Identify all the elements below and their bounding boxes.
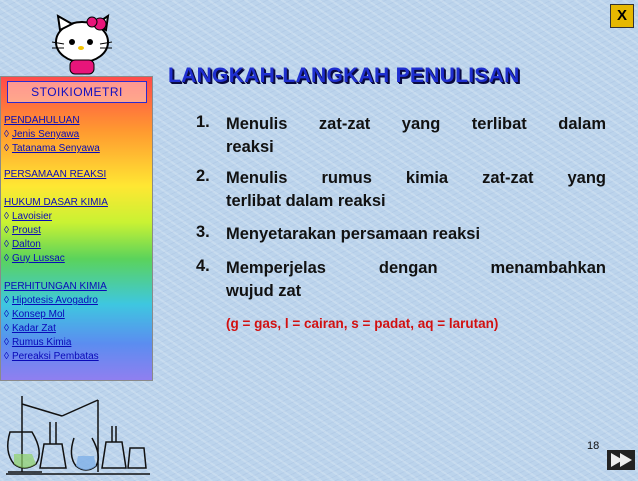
step-text-line2: terlibat dalam reaksi bbox=[226, 192, 386, 210]
sidebar-item-proust[interactable]: ◊ Proust bbox=[4, 225, 41, 236]
sidebar-heading-pendahuluan[interactable]: PENDAHULUAN bbox=[4, 115, 80, 126]
hello-kitty-icon bbox=[46, 12, 118, 81]
close-button[interactable] bbox=[610, 4, 634, 28]
sidebar-item-konsep-mol[interactable]: ◊ Konsep Mol bbox=[4, 309, 65, 320]
sidebar-item-pereaksi-pembatas[interactable]: ◊ Pereaksi Pembatas bbox=[4, 351, 99, 362]
sidebar-item-hipotesis-avogadro[interactable]: ◊ Hipotesis Avogadro bbox=[4, 295, 98, 306]
lab-glassware-icon bbox=[2, 392, 152, 481]
step-number: 4. bbox=[196, 257, 210, 275]
sidebar-item-jenis-senyawa[interactable]: ◊ Jenis Senyawa bbox=[4, 129, 80, 140]
step-text-line2: reaksi bbox=[226, 138, 274, 156]
next-slide-button[interactable] bbox=[607, 450, 635, 475]
step-number: 1. bbox=[196, 113, 210, 131]
step-text-line1: Memperjelas dengan menambahkan bbox=[226, 259, 606, 277]
step-number: 3. bbox=[196, 223, 210, 241]
sidebar-item-kadar-zat[interactable]: ◊ Kadar Zat bbox=[4, 323, 56, 334]
sidebar bbox=[0, 76, 153, 381]
sidebar-heading-hukum-dasar-kimia[interactable]: HUKUM DASAR KIMIA bbox=[4, 197, 108, 208]
sidebar-heading-persamaan-reaksi[interactable]: PERSAMAAN REAKSI bbox=[4, 169, 107, 180]
step-text-line1: Menulis zat-zat yang terlibat dalam bbox=[226, 115, 606, 133]
page-number: 18 bbox=[587, 440, 600, 452]
sidebar-item-lavoisier[interactable]: ◊ Lavoisier bbox=[4, 211, 52, 222]
step-number: 2. bbox=[196, 167, 210, 185]
step-text-line1: Menyetarakan persamaan reaksi bbox=[226, 225, 481, 243]
page-title: LANGKAH-LANGKAH PENULISAN bbox=[168, 64, 520, 87]
sidebar-title: STOIKIOMETRI bbox=[7, 81, 147, 103]
close-icon: X bbox=[616, 7, 627, 24]
sidebar-item-dalton[interactable]: ◊ Dalton bbox=[4, 239, 41, 250]
sidebar-heading-perhitungan-kimia[interactable]: PERHITUNGAN KIMIA bbox=[4, 281, 107, 292]
next-arrow-icon bbox=[607, 450, 635, 470]
sidebar-item-rumus-kimia[interactable]: ◊ Rumus Kimia bbox=[4, 337, 72, 348]
step-text-line2: wujud zat bbox=[226, 282, 302, 300]
state-legend-note: (g = gas, l = cairan, s = padat, aq = larutan) bbox=[226, 316, 499, 331]
sidebar-item-guy-lussac[interactable]: ◊ Guy Lussac bbox=[4, 253, 65, 264]
sidebar-item-tatanama-senyawa[interactable]: ◊ Tatanama Senyawa bbox=[4, 143, 100, 154]
step-text-line1: Menulis rumus kimia zat-zat yang bbox=[226, 169, 606, 187]
